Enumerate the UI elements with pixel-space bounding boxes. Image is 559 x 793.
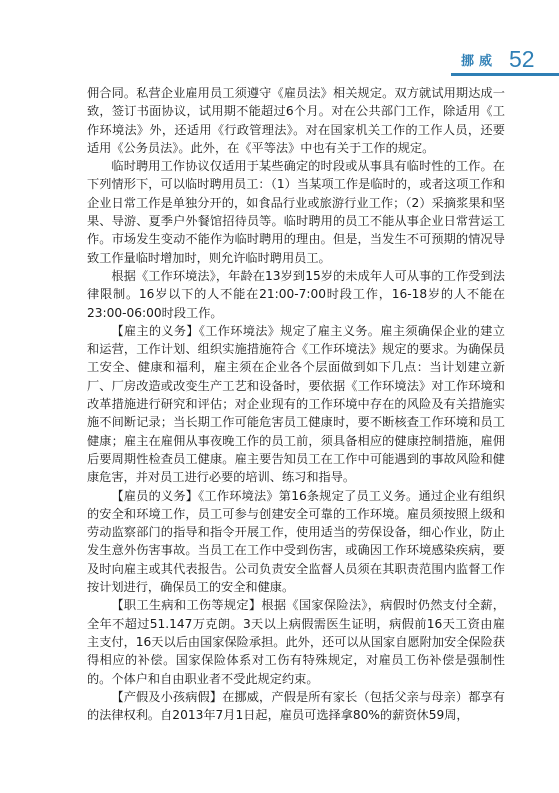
chapter-title: 挪威: [460, 54, 497, 69]
paragraph: 根据《工作环境法》，年龄在13岁到15岁的未成年人可从事的工作受到法律限制。16岁以下的人不能在21:00-7:00时段工作，16-18岁的人不能在23:00-06:00时段工作。: [87, 268, 505, 320]
paragraph: 临时聘用工作协议仅适用于某些确定的时段或从事具有临时性的工作。在下列情形下，可以临时聘用员工：（1）当某项工作是临时的，或者这项工作和企业日常工作是单独分开的，如食品行业或旅游行业工作；（2）采摘浆果和坚果、导游、夏季户外餐馆招待员等。临时聘用的员工不能从事企业日常营运工作。市场发生变动不能作为临时聘用的理由。但是，当发生不可预期的情况导致工作量临时增加时，则允许临时聘用员工。: [87, 159, 505, 265]
paragraph: 【职工生病和工伤等规定】根据《国家保险法》，病假时仍然支付全薪，全年不超过51.147万克朗。3天以上病假需医生证明，病假前16天工资由雇主支付，16天以后由国家保险承担。此外，还可以从国家自愿附加安全保险获得相应的补偿。国家保险体系对工伤有特殊规定，对雇员工伤补偿是强制性的。个体户和自由职业者不受此规定约束。: [87, 598, 505, 686]
paragraph: 【产假及小孩病假】在挪威，产假是所有家长（包括父亲与母亲）都享有的法律权利。自2013年7月1日起，雇员可选择拿80%的薪资休59周，: [87, 689, 505, 723]
paragraph: 【雇员的义务】《工作环境法》第16条规定了员工义务。通过企业有组织的安全和环境工作，员工可参与创建安全可靠的工作环境。雇员须按照上级和劳动监察部门的指导和指令开展工作，使用适当的劳保设备，细心作业，防止发生意外伤害事故。当员工在工作中受到伤害，或确因工作环境感染疾病，要及时向雇主或其代表报告。公司负责安全监督人员须在其职责范围内监督工作按计划进行，确保员工的安全和健康。: [87, 488, 505, 595]
page-number: 52: [509, 46, 535, 72]
paragraph: 【雇主的义务】《工作环境法》规定了雇主义务。雇主须确保企业的建立和运营，工作计划、组织实施措施符合《工作环境法》规定的要求。为确保员工安全、健康和福利，雇主须在企业各个层面做到如下几点：当计划建立新厂、厂房改造或改变生产工艺和设备时，要依据《工作环境法》对工作环境和改革措施进行研究和评估；对企业现有的工作环境中存在的风险及有关措施实施不间断记录；当长期工作可能危害员工健康时，要不断核查工作环境和员工健康；雇主在雇佣从事夜晚工作的员工前，须具备相应的健康控制措施，雇佣后要周期性检查员工健康。雇主要告知员工在工作中可能遇到的事故风险和健康危害，并对员工进行必要的培训、练习和指导。: [87, 323, 505, 485]
paragraph: 佣合同。私营企业雇用员工须遵守《雇员法》相关规定。双方就试用期达成一致，签订书面协议，试用期不能超过6个月。对在公共部门工作，除适用《工作环境法》外，还适用《行政管理法》。对在国家机关工作的工作人员，还要适用《公务员法》。此外，在《平等法》中也有关于工作的规定。: [87, 86, 505, 155]
header-rule: [451, 73, 559, 76]
running-header: [451, 44, 559, 78]
body-text: [87, 84, 505, 724]
